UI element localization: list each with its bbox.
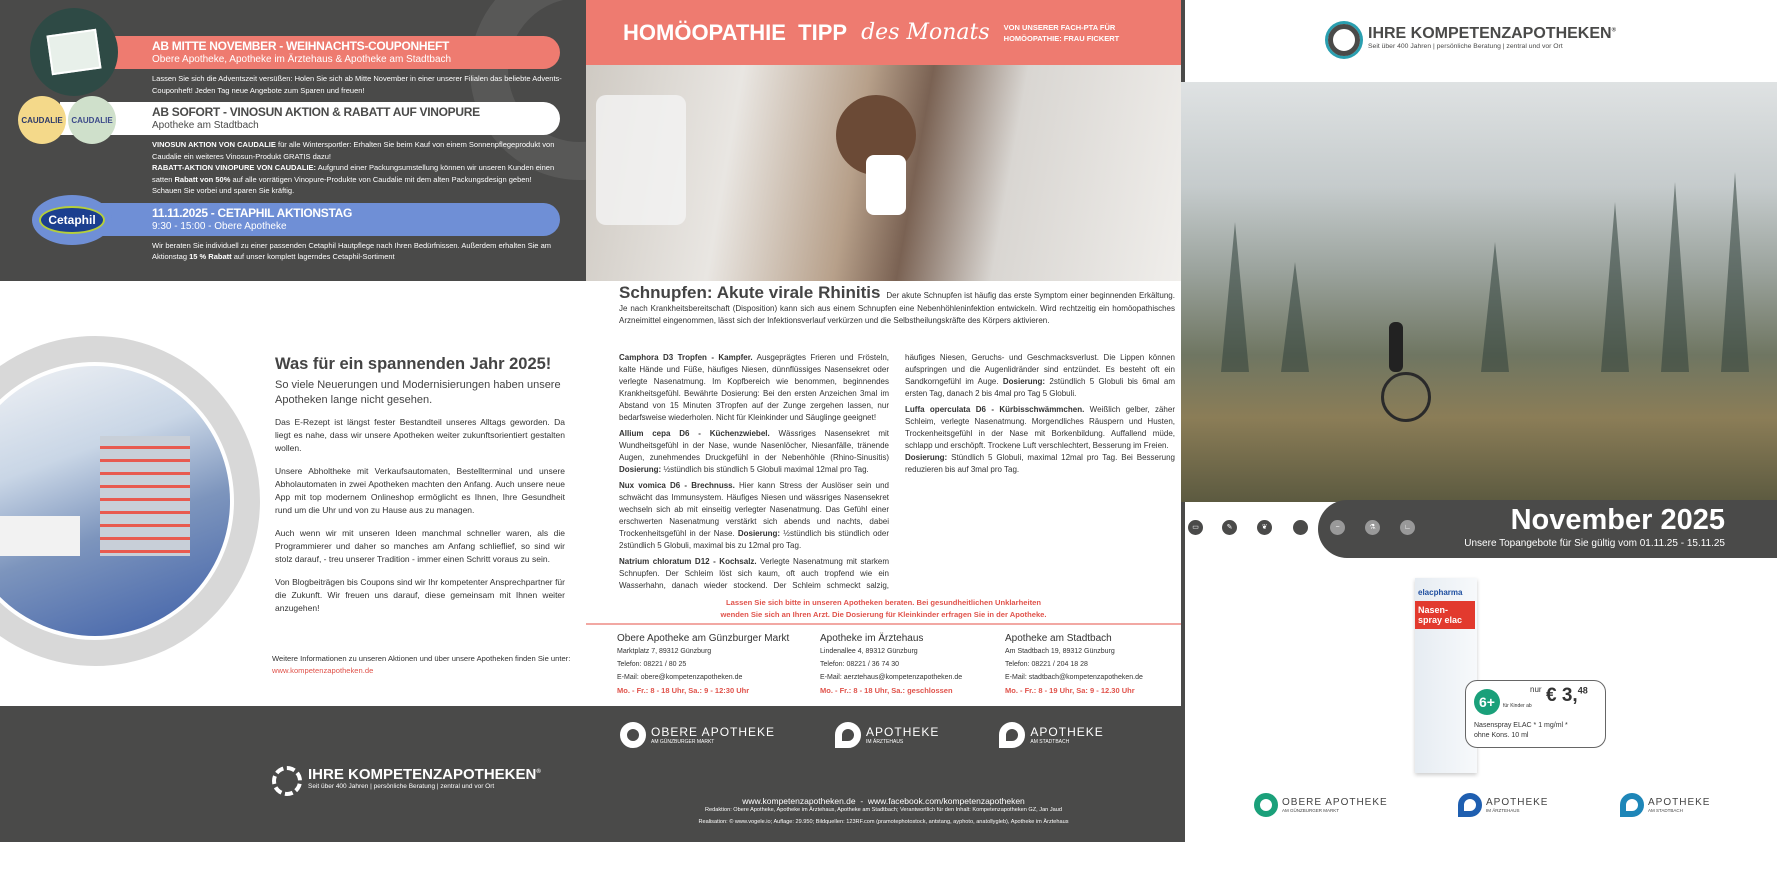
text: auf unser komplett lagerndes Cetaphil-Sortiment <box>231 252 395 261</box>
footer <box>0 706 1181 851</box>
contact-hours: Mo. - Fr.: 8 - 18 Uhr, Sa.: 9 - 12:30 Uhr <box>617 686 750 695</box>
logo-apotheke-aerztehaus <box>835 722 939 748</box>
logo-name: IHRE KOMPETENZAPOTHEKEN <box>308 766 537 783</box>
remedy-text: Ausgeprägtes Frieren und Frösteln, kalte Hände und Füße, häufiges Niesen, dünnflüssiges Nasensekret oder verlegte Nasenatmung. Im Kopfbereich wie benommen, beginnendes Krankheitsgefühl. Bewährte Dosierung: Bei den ersten Anzeichen 3mal im Abstand von 15 Minuten 3Tropfen auf der Zunge zergehen lassen, nur bedarfsweise wiederholen. Nicht für Kleinkinder und Säuglinge geeignet! <box>619 353 889 422</box>
remedy-name: Natrium chloratum D12 - Kochsalz. <box>619 557 757 566</box>
forest-cyclist-photo <box>1181 82 1777 502</box>
logo-apotheke-aerztehaus <box>1458 793 1548 817</box>
kompetenzapotheken-logo-icon <box>1328 24 1360 56</box>
remedy <box>619 428 889 476</box>
credits-line: Realisation: © www.vogele.io; Auflage: 29.950; Bildquellen: 123RF.com (pramotephotostock, antstang, ayphoto, anatollygleb), Apotheke im Ärztehaus <box>698 819 1069 825</box>
banner-cetaphil <box>60 203 560 236</box>
more-info <box>272 653 572 677</box>
article-paragraph: Von Blogbeiträgen bis Coupons sind wir Ihr kompetenter Ansprechpartner für die Zukunft. Wir freuen uns darauf, diese gemeinsam mit Ihnen weiter anzugehen! <box>275 577 565 613</box>
text: auf alle vorrätigen Vinopure-Produkte von Caudalie mit dem alten Packungsdesign geben! Schauen Sie vorbei und sparen Sie kräftig. <box>152 174 532 195</box>
banner-subtitle: 9:30 - 15:00 - Obere Apotheke <box>152 220 287 232</box>
instagram-link[interactable]: www.instagram.com/kompetenzapotheken <box>803 841 964 851</box>
cetaphil-text <box>152 240 562 263</box>
sick-woman-photo <box>586 65 1181 281</box>
age-badge: 6+ <box>1474 689 1500 715</box>
logo-apotheke-stadtbach <box>1620 793 1710 817</box>
remedies <box>619 352 1175 592</box>
kompetenzapotheken-logo <box>1368 25 1616 50</box>
category-icon: ▭ <box>1188 520 1203 535</box>
contact-address: Marktplatz 7, 89312 Günzburg <box>617 648 712 655</box>
contact-email[interactable]: E-Mail: stadtbach@kompetenzapotheken.de <box>1005 674 1143 681</box>
cetaphil-logo <box>32 195 112 245</box>
article-intro: Der akute Schnupfen ist häufig das erste Symptom einer beginnenden Erkältung. Je nach Krankheitsbereitschaft (Disposition) kann sich aus einem Schnupfen eine Nebenhöhleninfektion entwickeln. Wird rechtzeitig ein homöopathisches Arzneimittel eingenommen, lässt sich der Infektionsverlauf verkürzen und die Selbstheilungskräfte des Körpers aktivieren. <box>619 291 1175 325</box>
cetaphil-logo-text: Cetaphil <box>39 206 104 234</box>
dose-text: ½stündlich bis stündlich 5 Globuli maximal 12mal pro Tag. <box>661 465 869 474</box>
article-paragraph: Das E-Rezept ist längst fester Bestandteil unseres Alltags geworden. Da liegt es nahe, dass wir unsere Apotheken weiter zukunftsorientiert gestalten wollen. <box>275 417 565 453</box>
couponheft-photo <box>30 8 118 96</box>
remedy-text: Hier kann Stress der Auslöser sein und schwächt das Immunsystem. Häufiges Niesen und wässriges Nasensekret wechseln sich ab mit einseitig verlegter Nasenatmung. Das Gefühl einer erschwerten Nasenatmung verstärkt sich abends und nachts, dabei Trockenheitsgefühl in der Nase. <box>619 481 890 538</box>
banner-subtitle: Obere Apotheke, Apotheke im Ärztehaus & Apotheke am Stadtbach <box>152 54 452 65</box>
article-paragraph: Unsere Abholtheke mit Verkaufsautomaten, Bestellterminal und unsere Abholautomaten in zwei Apotheken machten den Anfang. Auch unsere neue App mit top modernem Onlineshop ermöglicht es Ihnen, Ihre Gesundheit rund um die Uhr und von zu Hause aus zu managen. <box>275 466 565 515</box>
logo-name: IHRE KOMPETENZAPOTHEKEN <box>1368 25 1612 42</box>
circle-icon <box>1293 520 1308 535</box>
bold-text: 15 % Rabatt <box>189 252 232 261</box>
dose-label: Dosierung: <box>737 529 781 538</box>
product-name-line: ohne Kons. 10 ml <box>1474 732 1529 739</box>
banner-title: AB SOFORT - VINOSUN AKTION & RABATT AUF VINOPURE <box>152 105 480 119</box>
pharmacy-logo-icon <box>1620 793 1644 817</box>
logo-sub: AM STADTBACH <box>1030 739 1070 745</box>
banner-subtitle: Apotheke am Stadtbach <box>152 120 259 131</box>
foot-icon: ∟ <box>1400 520 1415 535</box>
remedy <box>619 480 889 552</box>
pharmacy-logo-icon <box>1458 793 1482 817</box>
logo-apotheke-stadtbach <box>999 722 1103 748</box>
article-lead: So viele Neuerungen und Modernisierungen haben unsere Apotheken lange nicht gesehen. <box>275 379 561 406</box>
banner-couponheft <box>60 36 560 69</box>
logo-reg: ® <box>536 769 541 775</box>
remedy-name: Nux vomica D6 - Brechnuss. <box>619 481 735 490</box>
remedy <box>619 352 889 424</box>
promo-couponheft <box>0 36 586 96</box>
contact-hours: Mo. - Fr.: 8 - 18 Uhr, Sa.: geschlossen <box>820 686 953 695</box>
article-header <box>619 283 1175 328</box>
remedy-text: Wässriges Nasensekret mit Wundheitsgefühl in der Nase, wunde Nasenlöcher, Niesanfälle, tränende Augen, zunehmendes Druckgefühl in der Nebenhöhle (Rhino-Sinusitis) <box>619 429 889 462</box>
remedy <box>905 404 1175 476</box>
remedy-name: Allium cepa D6 - Küchenzwiebel. <box>619 429 770 438</box>
article-title: Was für ein spannenden Jahr 2025! <box>275 355 552 373</box>
kompetenzapotheken-logo <box>308 766 541 790</box>
bicycle <box>1381 372 1431 422</box>
article-paragraph: Auch wenn wir mit unseren Ideen manchmal schneller waren, als die Programmierer und daher so manches am Anfang schlieflief, so sind wir stolz darauf, - treu unserer Tradition - immer einen Schritt voraus zu sein. <box>275 528 565 564</box>
price-tag <box>1465 680 1606 748</box>
contact-address: Lindenallee 4, 89312 Günzburg <box>820 648 918 655</box>
product-name-line: Nasenspray ELAC * 1 mg/ml * <box>1474 722 1568 729</box>
pharmacy-logo-icon <box>999 722 1025 748</box>
header-title: HOMÖOPATHIE TIPP <box>623 19 848 45</box>
footer-credits <box>586 804 1181 828</box>
price-cents: 48 <box>1577 685 1588 696</box>
remedy-text: Weißlich gelber, zäher Schleim, verlegte Nasenatmung. Morgendliches Räuspern und Husten, Trockenheitsgefühl in der Nase mit Borkenbildung. Auffallend müde, schlapp und erschöpft. Trockene Luft verschlechtert, Besserung im Freien. <box>905 405 1175 450</box>
footer-links-line[interactable]: www.kompetenzapotheken.de - www.facebook.com/kompetenzapotheken <box>742 796 1025 806</box>
contact-name: Obere Apotheke am Günzburger Markt <box>617 633 790 644</box>
bold-text: VINOSUN AKTION VON CAUDALIE <box>152 140 276 149</box>
contact-name: Apotheke am Stadtbach <box>1005 633 1112 644</box>
website-link[interactable]: www.kompetenzapotheken.de <box>272 666 374 675</box>
dose-label: Dosierung: <box>1002 377 1046 386</box>
product-box-title: Nasen-spray elac <box>1415 601 1475 629</box>
logo-obere-apotheke <box>620 722 775 748</box>
promo-vinosun <box>0 102 586 197</box>
more-info-text: Weitere Informationen zu unseren Aktionen und über unsere Apotheken finden Sie unter: <box>272 654 571 663</box>
leaf-icon: ❦ <box>1257 520 1272 535</box>
contact-phone: Telefon: 08221 / 36 74 30 <box>820 661 900 668</box>
contact-phone: Telefon: 08221 / 204 18 28 <box>1005 661 1088 668</box>
contact-apotheke-stadtbach <box>1005 632 1143 697</box>
banner-vinosun <box>60 102 560 135</box>
text: für alle Wintersportler: Erhalten Sie beim Kauf von einem Sonnenpflegeprodukt von Caudalie ein weiteres Vinosun-Produkt GRATIS dazu! <box>152 140 555 161</box>
kompetenzapotheken-logo-icon <box>272 766 302 796</box>
credits-line: Redaktion: Obere Apotheke, Apotheke im Ärztehaus, Apotheke am Stadtbach; Verantwortlich für den Inhalt: Kompetenzapotheken GZ, Jan Jaud <box>705 807 1062 813</box>
month-banner <box>1318 500 1777 558</box>
bold-text: Rabatt von 50% <box>174 174 231 184</box>
logo-reg: ® <box>1611 27 1616 34</box>
minus-icon: − <box>1330 520 1345 535</box>
logo-name: APOTHEKE <box>1030 725 1104 739</box>
byline-line: VON UNSERER FACH-PTA FÜR <box>1003 22 1116 32</box>
contact-hours: Mo. - Fr.: 8 - 19 Uhr, Sa: 9 - 12.30 Uhr <box>1005 686 1135 695</box>
logo-name: APOTHEKE <box>866 725 940 739</box>
byline-line: HOMÖOPATHIE: FRAU FICKERT <box>1003 33 1120 43</box>
header-script: des Monats <box>861 20 990 45</box>
logo-tagline: Seit über 400 Jahren | persönliche Beratung | zentral und vor Ort <box>1368 43 1563 50</box>
product-brand: elacpharma <box>1418 588 1463 597</box>
dose-text: ½stündlich bis stündlich oder 2stündlich 5 Globuli, maximal bis zu 12mal pro Tag. <box>619 529 889 550</box>
logo-sub: AM GÜNZBURGER MARKT <box>651 739 715 745</box>
pharmacy-logo-icon <box>835 722 861 748</box>
logo-tagline: Seit über 400 Jahren | persönliche Beratung | zentral und vor Ort <box>308 783 495 790</box>
header-byline <box>1004 22 1120 44</box>
contact-email[interactable]: E-Mail: aerztehaus@kompetenzapotheken.de <box>820 674 963 681</box>
bold-text: RABATT-AKTION VINOPURE VON CAUDALIE: <box>152 163 317 172</box>
caudalie-logo-green: CAUDALIE <box>68 96 116 144</box>
contact-address: Am Stadtbach 19, 89312 Günzburg <box>1005 648 1115 655</box>
pharmacy-logos <box>620 722 1104 748</box>
contact-name: Apotheke im Ärztehaus <box>820 633 924 644</box>
remedy-name: Luffa operculata D6 - Kürbisschwämmchen. <box>905 405 1085 414</box>
logo-sub: IM ÄRZTEHAUS <box>866 739 904 745</box>
logo-sub: IM ÄRZTEHAUS <box>1486 808 1520 813</box>
dose-label: Dosierung: <box>619 465 662 474</box>
logo-name: APOTHEKE <box>1486 797 1549 808</box>
logo-name: OBERE APOTHEKE <box>651 725 776 739</box>
caudalie-logo-yellow: CAUDALIE <box>18 96 66 144</box>
logo-sub: AM STADTBACH <box>1648 808 1683 813</box>
remedy-name: Camphora D3 Tropfen - Kampfer. <box>619 353 753 362</box>
logo-name: OBERE APOTHEKE <box>1282 797 1388 808</box>
price-main: 3, <box>1561 685 1578 706</box>
advice-notice <box>586 597 1181 621</box>
banner-title: AB MITTE NOVEMBER - WEIHNACHTS-COUPONHEFT <box>152 39 450 53</box>
promo-cetaphil <box>0 203 586 263</box>
homeopathy-header <box>586 0 1181 65</box>
notice-line: wenden Sie sich an Ihren Arzt. Die Dosierung für Kleinkinder erfragen Sie in der Apotheke. <box>720 610 1047 619</box>
article-section <box>0 281 586 706</box>
article-title: Schnupfen: Akute virale Rhinitis <box>619 283 881 302</box>
age-label: für Kinder ab <box>1503 703 1532 709</box>
vinosun-text <box>152 139 562 197</box>
currency: € <box>1546 685 1557 706</box>
flask-icon: ⚗ <box>1365 520 1380 535</box>
month-title: November 2025 <box>1510 504 1725 536</box>
pharmacy-logo-icon <box>1254 793 1278 817</box>
promotions-section <box>0 0 586 281</box>
article <box>275 354 565 625</box>
pen-icon: ✎ <box>1222 520 1237 535</box>
validity-text: Unsere Topangebote für Sie gültig vom 01.11.25 - 15.11.25 <box>1464 538 1725 549</box>
price <box>1546 685 1588 707</box>
dose-text: 2stündlich 5 Globuli bis 6mal am ersten Tag, danach 2 bis 4mal pro Tag 5 Globuli. <box>905 377 1176 398</box>
remedy-text: Verlegte Nasenatmung mit starkem Schnupfen. Der Schleim löst sich kaum, oft auch tropfend wie ein Wasserhahn, danach wieder stockend. Der Schleim schmeckt salzig, häufiges Niesen, Geruchs- und Geschmacksverlust. Die Lippen können aufspringen und die Augenlidränder sind entzündet. Es besteht oft ein Sandkorngefühl im Auge. <box>619 353 1175 590</box>
text: Aufgrund einer Packungsumstellung können wir unseren Kunden einen satten <box>152 163 555 184</box>
contact-obere-apotheke <box>617 632 789 697</box>
contact-phone: Telefon: 08221 / 80 25 <box>617 661 687 668</box>
logo-name: APOTHEKE <box>1648 797 1711 808</box>
contact-apotheke-aerztehaus <box>820 632 962 697</box>
logo-sub: AM GÜNZBURGER MARKT <box>1282 808 1340 813</box>
notice-line: Lassen Sie sich bitte in unseren Apotheken beraten. Bei gesundheitlichen Unklarheiten <box>726 598 1041 607</box>
dose-text: Stündlich 5 Globuli, maximal 12mal pro Tag. Bei Besserung reduzieren bis auf 3mal pro Tag. <box>905 453 1175 474</box>
banner-title: 11.11.2025 - CETAPHIL AKTIONSTAG <box>152 205 353 220</box>
price-prefix: nur <box>1530 685 1542 694</box>
text: Wir beraten Sie individuell zu einer passenden Cetaphil Hautpflege nach Ihren Bedürfnissen. Außerdem erhalten Sie am Aktionstag <box>152 240 551 261</box>
couponheft-text: Lassen Sie sich die Adventszeit versüßen: Holen Sie sich ab Mitte November in einer unserer Filialen das beliebte Advents-Couponheft! Jeden Tag neue Angebote zum Sparen und freuen! <box>152 74 562 95</box>
dose-label: Dosierung: <box>905 453 948 462</box>
pharmacy-logo-icon <box>620 722 646 748</box>
contact-email[interactable]: E-Mail: obere@kompetenzapotheken.de <box>617 674 743 681</box>
divider <box>586 623 1181 625</box>
product-name <box>1474 721 1568 741</box>
logo-obere-apotheke <box>1254 793 1388 817</box>
